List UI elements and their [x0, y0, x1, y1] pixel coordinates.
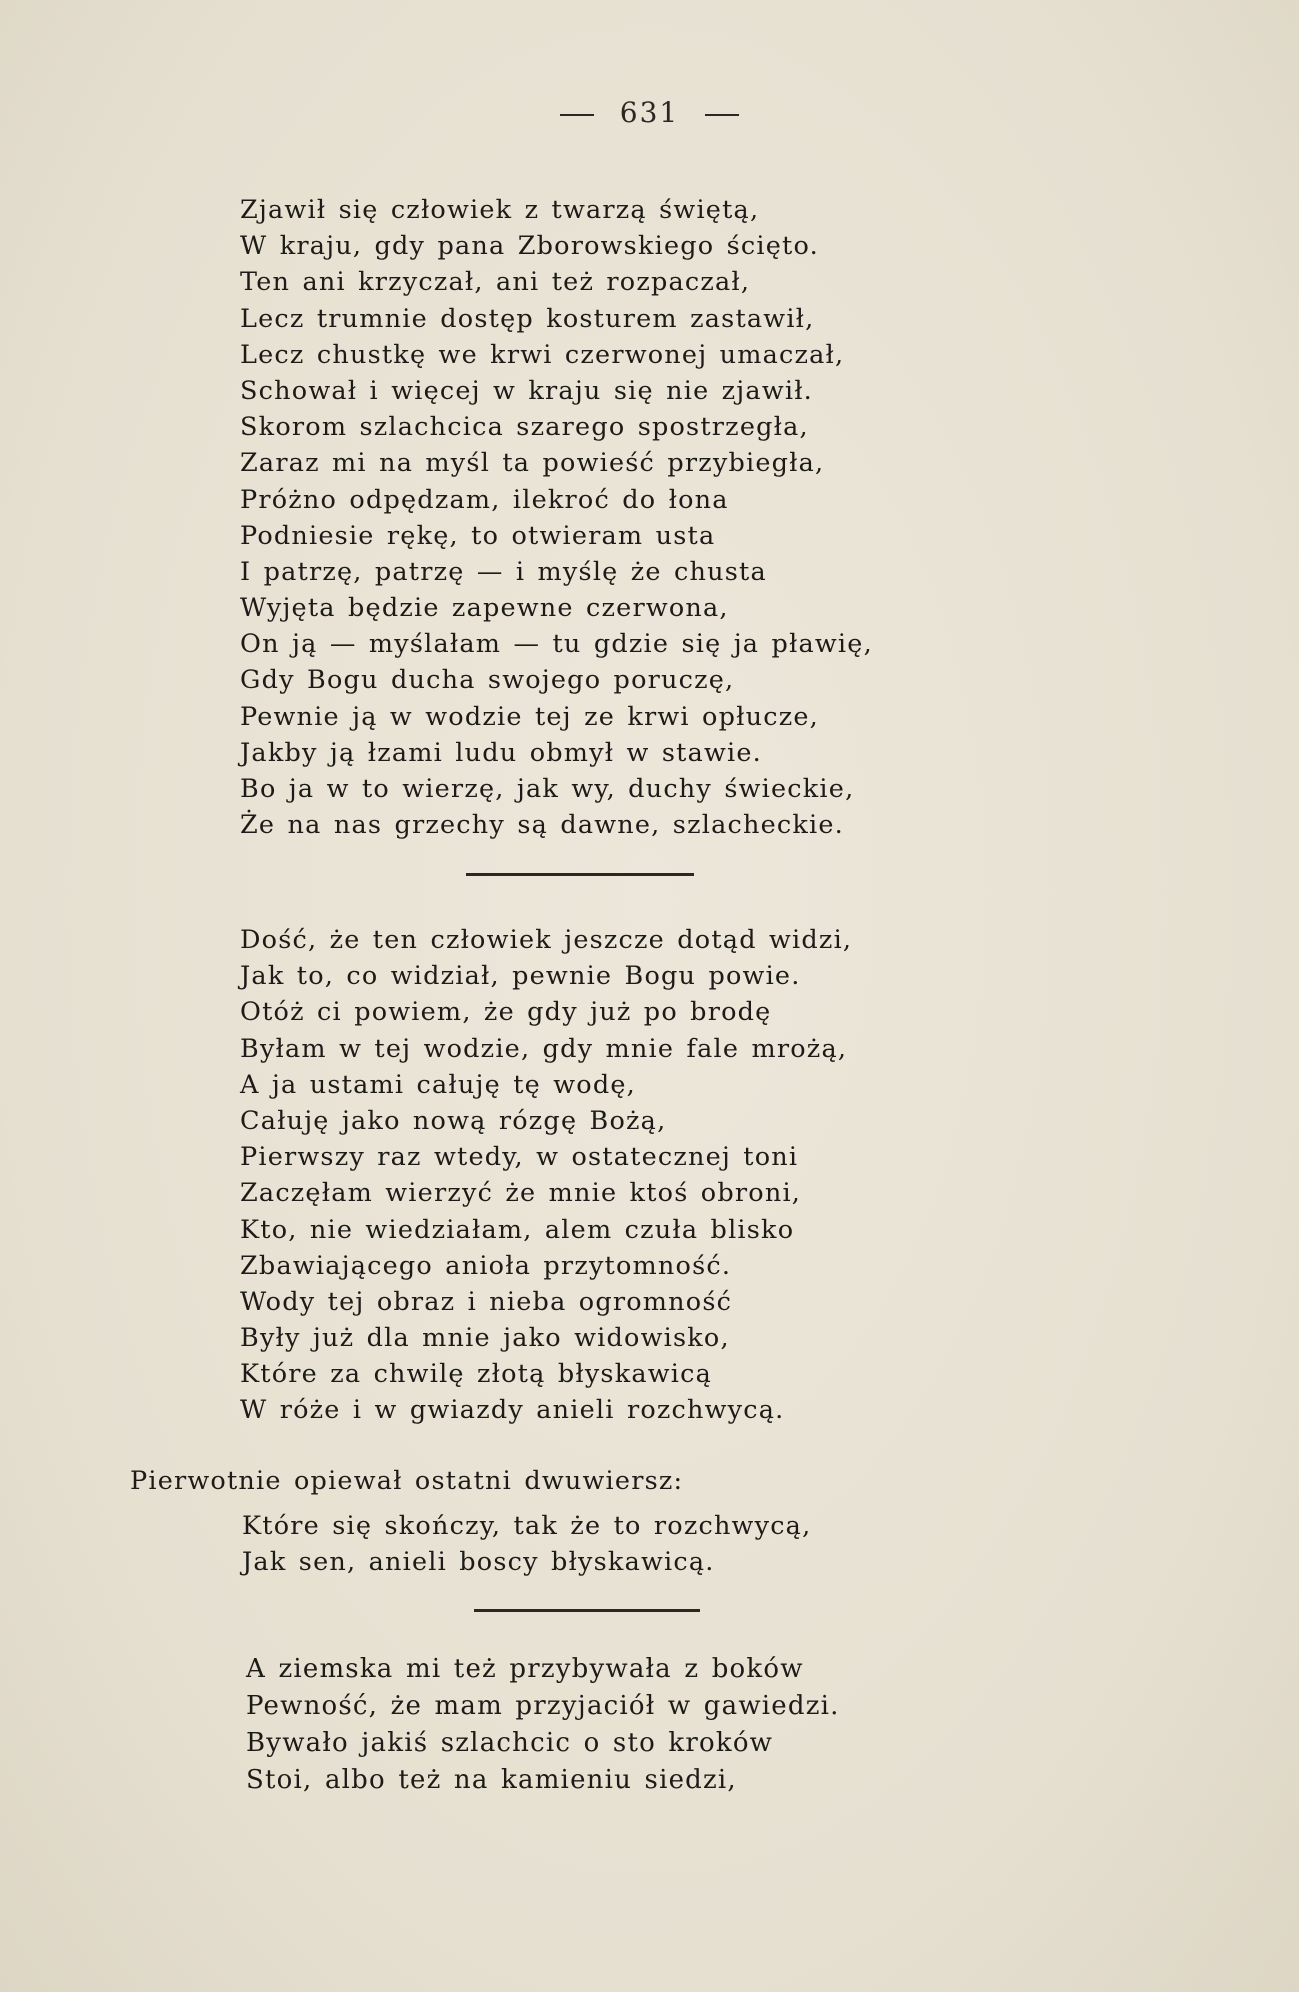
poem-line: Które za chwilę złotą błyskawicą	[240, 1359, 713, 1390]
poem-line: Wyjęta będzie zapewne czerwona,	[240, 593, 729, 624]
poem-line: Bo ja w to wierzę, jak wy, duchy świeckie,	[240, 774, 855, 804]
poem-line: W róże i w gwiazdy anieli rozchwycą.	[240, 1395, 785, 1426]
poem-line: Otóż ci powiem, że gdy już po brodę	[240, 997, 772, 1028]
poem-line: Całuję jako nową rózgę Bożą,	[240, 1105, 667, 1136]
poem-line: Pierwszy raz wtedy, w ostatecznej toni	[240, 1142, 799, 1173]
poem-line: Byłam w tej wodzie, gdy mnie fale mrożą,	[240, 1033, 848, 1064]
poem-line: Podniesie rękę, to otwieram usta	[240, 520, 716, 551]
poem-line: Zjawił się człowiek z twarzą świętą,	[240, 195, 760, 225]
poem-line: A ja ustami całuję tę wodę,	[240, 1069, 636, 1100]
poem-line: Stoi, albo też na kamieniu siedzi,	[246, 1765, 737, 1795]
poem-line: Zaczęłam wierzyć że mnie ktoś obroni,	[240, 1178, 802, 1209]
poem-line: Lecz chustkę we krwi czerwonej umaczał,	[240, 339, 845, 370]
page-number-text: 631	[619, 96, 680, 129]
poem-line: Bywało jakiś szlachcic o sto kroków	[246, 1728, 774, 1758]
poem-line: Próżno odpędzam, ilekroć do łona	[240, 484, 729, 515]
poem-line: On ją — myślałam — tu gdzie się ja pławię,	[240, 629, 873, 660]
poem-line: Zbawiającego anioła przytomność.	[240, 1250, 732, 1281]
poem-line: I patrzę, patrzę — i myślę że chusta	[240, 556, 767, 587]
poem-line: Ten ani krzyczał, ani też rozpaczał,	[240, 267, 751, 298]
poem-line: Gdy Bogu ducha swojego poruczę,	[240, 665, 735, 696]
stanza-1	[240, 192, 873, 843]
editorial-note: Pierwotnie opiewał ostatni dwuwiersz:	[130, 1466, 684, 1496]
poem-line: Były już dla mnie jako widowisko,	[240, 1323, 730, 1354]
poem-line: Jakby ją łzami ludu obmył w stawie.	[240, 737, 762, 768]
page-number-dash-left	[560, 114, 594, 116]
page-number	[0, 96, 1299, 129]
poem-line: W kraju, gdy pana Zborowskiego ścięto.	[240, 231, 819, 262]
stanza-4	[246, 1651, 840, 1799]
section-divider	[466, 873, 694, 876]
page-number-dash-right	[705, 114, 739, 116]
poem-line: Kto, nie wiedziałam, alem czuła blisko	[240, 1214, 795, 1245]
poem-line: Jak sen, anieli boscy błyskawicą.	[242, 1547, 715, 1578]
poem-line: Schował i więcej w kraju się nie zjawił.	[240, 375, 813, 406]
poem-line: Pewnie ją w wodzie tej ze krwi opłucze,	[240, 701, 819, 732]
poem-line: Zaraz mi na myśl ta powieść przybiegła,	[240, 448, 825, 479]
poem-line: Lecz trumnie dostęp kosturem zastawił,	[240, 303, 815, 334]
poem-line: Wody tej obraz i nieba ogromność	[240, 1286, 733, 1317]
poem-line: Skorom szlachcica szarego spostrzegła,	[240, 412, 809, 443]
poem-line: Dość, że ten człowiek jeszcze dotąd widzi,	[240, 925, 853, 955]
poem-line: Jak to, co widział, pewnie Bogu powie.	[240, 961, 801, 992]
poem-line: Które się skończy, tak że to rozchwycą,	[242, 1511, 812, 1541]
poem-line: A ziemska mi też przybywała z boków	[246, 1654, 804, 1684]
poem-line: Że na nas grzechy są dawne, szlacheckie.	[240, 810, 844, 841]
variant-couplet	[242, 1508, 811, 1580]
section-divider	[474, 1609, 700, 1612]
stanza-2	[240, 922, 852, 1429]
poem-line: Pewność, że mam przyjaciół w gawiedzi.	[246, 1691, 840, 1721]
